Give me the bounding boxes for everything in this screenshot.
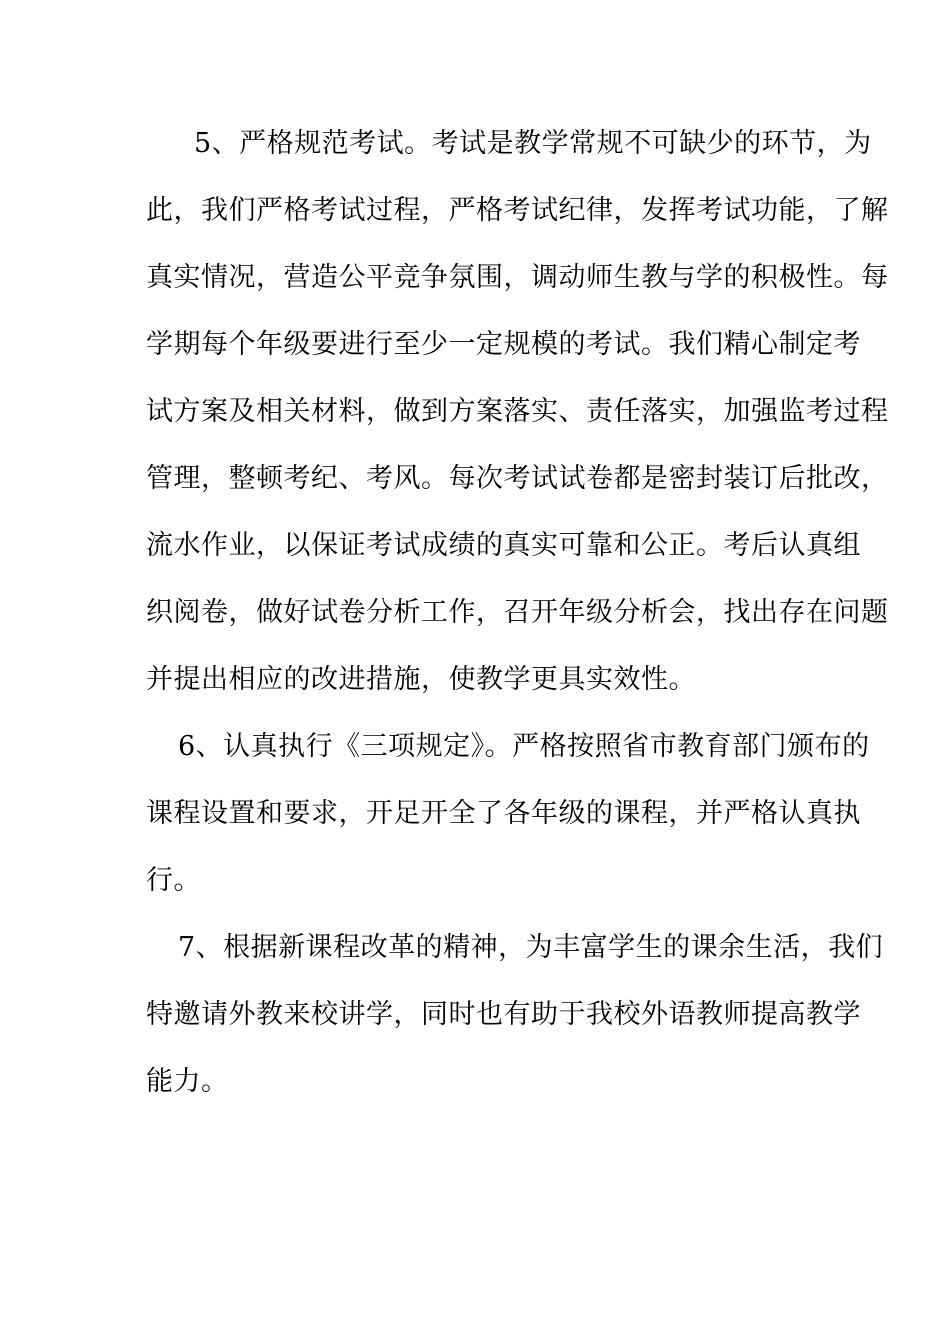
text-line: 真实情况，营造公平竞争氛围，调动师生教与学的积极性。每 — [146, 262, 889, 293]
text-line: 能力。 — [146, 1066, 229, 1097]
text-line: 织阅卷，做好试卷分析工作，召开年级分析会，找出存在问题 — [146, 597, 889, 628]
text-line: 并提出相应的改进措施，使教学更具实效性。 — [146, 664, 696, 695]
text-line: 特邀请外教来校讲学，同时也有助于我校外语教师提高教学 — [146, 999, 861, 1030]
text-line: 课程设置和要求，开足开全了各年级的课程，并严格认真执 — [146, 798, 861, 829]
text-line: 流水作业，以保证考试成绩的真实可靠和公正。考后认真组 — [146, 530, 861, 561]
text-line: 5、严格规范考试。考试是教学常规不可缺少的环节，为 — [194, 128, 872, 159]
text-line: 7、根据新课程改革的精神，为丰富学生的课余生活，我们 — [178, 932, 884, 963]
text-line: 此，我们严格考试过程，严格考试纪律，发挥考试功能，了解 — [146, 195, 889, 226]
text-line: 6、认真执行《三项规定》。严格按照省市教育部门颁布的 — [178, 731, 870, 762]
text-line: 学期每个年级要进行至少一定规模的考试。我们精心制定考 — [146, 329, 861, 360]
text-line: 试方案及相关材料，做到方案落实、责任落实，加强监考过程 — [146, 396, 889, 427]
text-line: 管理，整顿考纪、考风。每次考试试卷都是密封装订后批改， — [146, 463, 889, 494]
text-line: 行。 — [146, 865, 201, 896]
